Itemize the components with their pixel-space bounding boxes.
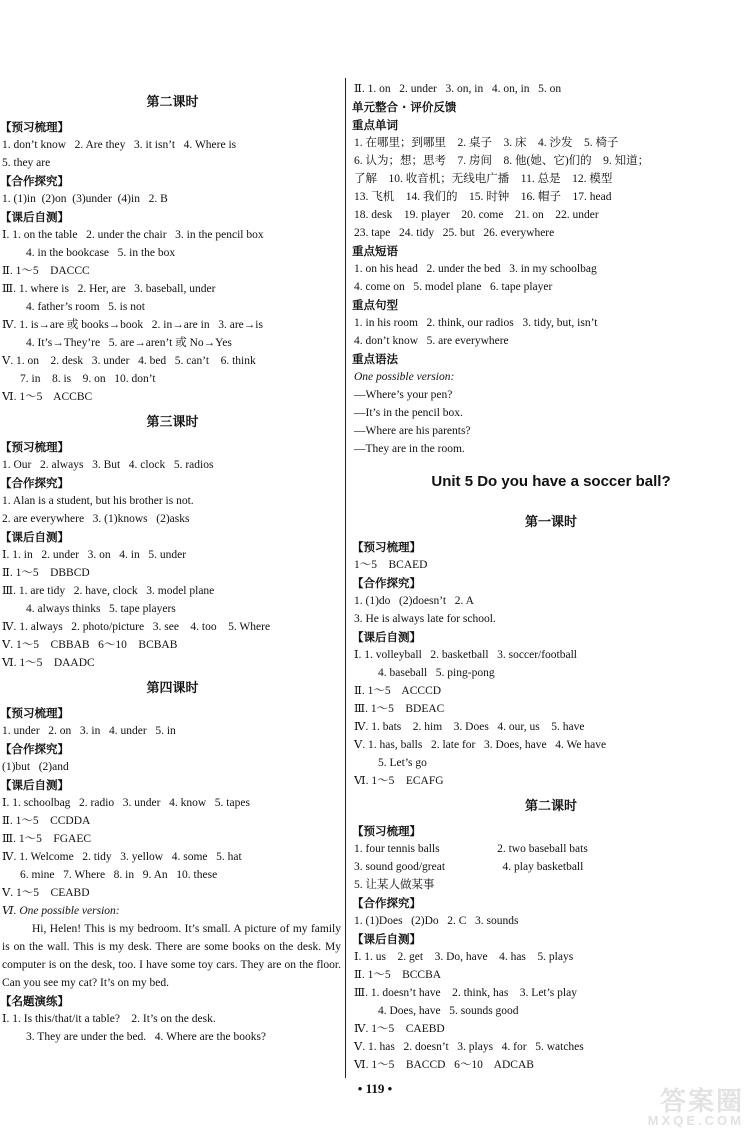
section-heading: 【课后自测】 (0, 778, 69, 792)
answer-line: Ⅰ. 1. on the table 2. under the chair 3. in the pencil box (2, 229, 264, 241)
section-heading: 【合作探究】 (0, 742, 69, 756)
answer-line: 1. (1)Does (2)Do 2. C 3. sounds (354, 915, 519, 927)
answer-line: 1. on his head 2. under the bed 3. in my schoolbag (354, 263, 597, 275)
answer-line: 2. are everywhere 3. (1)knows (2)asks (2, 513, 190, 525)
answer-line: (1)but (2)and (2, 761, 69, 773)
left-column (0, 80, 345, 1046)
answer-line: One possible version: (354, 371, 455, 383)
section-heading: 【名题演练】 (0, 994, 69, 1008)
answer-line: 7. in 8. is 9. on 10. don’t (20, 373, 156, 385)
answer-line: 5. Let’s go (378, 757, 427, 769)
section-heading: 重点语法 (352, 352, 398, 366)
section-heading: 【合作探究】 (0, 476, 69, 490)
answer-line: —Where are his parents? (354, 425, 471, 437)
answer-line: Ⅱ. 1～5 BCCBA (354, 969, 442, 981)
page-number-dot-left: • (357, 1081, 366, 1096)
section-heading: 【合作探究】 (352, 896, 421, 910)
right-column (352, 80, 750, 1074)
answer-line: Ⅲ. 1. doesn’t have 2. think, has 3. Let’s play (354, 987, 577, 999)
answer-line: 3. They are under the bed. 4. Where are the books? (26, 1031, 267, 1043)
answer-line: 4. in the bookcase 5. in the box (26, 247, 176, 259)
answer-line: —They are in the room. (354, 443, 465, 455)
answer-line: 1. don’t know 2. Are they 3. it isn’t 4. Where is (2, 139, 237, 151)
answer-line: Ⅲ. 1. where is 2. Her, are 3. baseball, under (2, 283, 216, 295)
answer-line: Ⅲ. 1～5 BDEAC (354, 703, 445, 715)
answer-line: Ⅰ. 1. schoolbag 2. radio 3. under 4. know 5. tapes (2, 797, 250, 809)
section-heading: 重点句型 (352, 298, 398, 312)
answer-line: 了解 10. 收音机；无线电广播 11. 总是 12. 模型 (354, 173, 613, 185)
unit-title: Unit 5 Do you have a soccer ball? (431, 473, 671, 490)
answer-line: 4. father’s room 5. is not (26, 301, 145, 313)
column-divider (345, 78, 346, 1078)
answer-line: 3. sound good/great 4. play basketball (354, 861, 584, 873)
section-heading: 【课后自测】 (0, 210, 69, 224)
answer-line: Ⅴ. 1～5 CBBAB 6～10 BCBAB (2, 639, 178, 651)
answer-line: Ⅳ. 1. always 2. photo/picture 3. see 4. too 5. Where (2, 621, 271, 633)
answer-line: 3. He is always late for school. (354, 613, 496, 625)
answer-line: 4. baseball 5. ping-pong (378, 667, 495, 679)
answer-line: 5. they are (2, 157, 51, 169)
answer-line: 4. It’s→They’re 5. are→aren’t 或 No→Yes (26, 337, 232, 349)
section-heading: 【预习梳理】 (0, 120, 69, 134)
answer-line: 4. Does, have 5. sounds good (378, 1005, 519, 1017)
section-heading: 【合作探究】 (352, 576, 421, 590)
answer-line: 5. 让某人做某事 (354, 879, 435, 891)
section-heading: 【预习梳理】 (352, 824, 421, 838)
answer-line: Ⅲ. 1. are tidy 2. have, clock 3. model plane (2, 585, 215, 597)
answer-line: 1. (1)do (2)doesn’t 2. A (354, 595, 474, 607)
answer-line: Ⅳ. 1. Welcome 2. tidy 3. yellow 4. some 5. hat (2, 851, 242, 863)
answer-line: 6. mine 7. Where 8. in 9. An 10. these (20, 869, 218, 881)
answer-line: Ⅵ. 1～5 ECAFG (354, 775, 444, 787)
lesson-title: 第二课时 (146, 94, 199, 109)
section-heading: 【课后自测】 (352, 932, 421, 946)
section-heading: 【课后自测】 (352, 630, 421, 644)
section-heading: 【课后自测】 (0, 530, 69, 544)
answer-line: 6. 认为；想；思考 7. 房间 8. 他(她、它)们的 9. 知道； (354, 155, 650, 167)
answer-line: 1～5 BCAED (354, 559, 428, 571)
section-heading: 重点单词 (352, 118, 398, 132)
section-heading: 【预习梳理】 (0, 440, 69, 454)
answer-line: Ⅴ. 1～5 CEABD (2, 887, 90, 899)
lesson-title: 第二课时 (524, 798, 577, 813)
section-heading: 【预习梳理】 (0, 706, 69, 720)
answer-line: 13. 飞机 14. 我们的 15. 时钟 16. 帽子 17. head (354, 191, 612, 203)
answer-line: 1. in his room 2. think, our radios 3. tidy, but, isn’t (354, 317, 598, 329)
answer-line: Ⅱ. 1～5 DBBCD (2, 567, 90, 579)
answer-line: Ⅵ. 1～5 ACCBC (2, 391, 93, 403)
watermark (614, 1086, 744, 1128)
answer-line: 1. under 2. on 3. in 4. under 5. in (2, 725, 176, 737)
answer-line: —It’s in the pencil box. (354, 407, 463, 419)
answer-line: Ⅱ. 1～5 DACCC (2, 265, 90, 277)
answer-line: Ⅱ. 1～5 CCDDA (2, 815, 91, 827)
answer-line: 1. 在哪里；到哪里 2. 桌子 3. 床 4. 沙发 5. 椅子 (354, 137, 619, 149)
answer-line: Ⅵ. 1～5 DAADC (2, 657, 95, 669)
answer-line: Ⅴ. 1. on 2. desk 3. under 4. bed 5. can’t 6. think (2, 355, 256, 367)
answer-line: Ⅰ. 1. us 2. get 3. Do, have 4. has 5. plays (354, 951, 574, 963)
answer-line: Ⅲ. 1～5 FGAEC (2, 833, 92, 845)
answer-line: Ⅱ. 1. on 2. under 3. on, in 4. on, in 5. on (354, 83, 562, 95)
section-heading: 【预习梳理】 (352, 540, 421, 554)
section-heading: 重点短语 (352, 244, 398, 258)
answer-line: 4. don’t know 5. are everywhere (354, 335, 509, 347)
section-heading: 【合作探究】 (0, 174, 69, 188)
answer-line: 23. tape 24. tidy 25. but 26. everywhere (354, 227, 555, 239)
answer-line: Ⅵ. One possible version: (2, 905, 120, 917)
answer-line: Ⅱ. 1～5 ACCCD (354, 685, 442, 697)
answer-line: 18. desk 19. player 20. come 21. on 22. under (354, 209, 599, 221)
answer-line: Ⅳ. 1. bats 2. him 3. Does 4. our, us 5. have (354, 721, 585, 733)
answer-line: Ⅳ. 1. is→are 或 books→book 2. in→are in 3. are→is (2, 319, 263, 331)
lesson-title: 第三课时 (146, 414, 199, 429)
answer-line: Ⅴ. 1. has, balls 2. late for 3. Does, have 4. We have (354, 739, 607, 751)
lesson-title: 第四课时 (146, 680, 199, 695)
lesson-title: 第一课时 (524, 514, 577, 529)
answer-line: 4. always thinks 5. tape players (26, 603, 176, 615)
answer-line: 4. come on 5. model plane 6. tape player (354, 281, 553, 293)
section-heading: 单元整合 · 评价反馈 (352, 100, 457, 114)
page-number-value: 119 (365, 1081, 385, 1096)
answer-line: 1. (1)in (2)on (3)under (4)in 2. B (2, 193, 168, 205)
answer-line: Ⅰ. 1. Is this/that/it a table? 2. It’s on the desk. (2, 1013, 216, 1025)
answer-line: 1. Our 2. always 3. But 4. clock 5. radios (2, 459, 214, 471)
answer-line: Ⅰ. 1. volleyball 2. basketball 3. soccer/football (354, 649, 577, 661)
page-number-dot-right: • (384, 1081, 393, 1096)
answer-line: Ⅵ. 1～5 BACCD 6～10 ADCAB (354, 1059, 534, 1071)
answer-line: 1. Alan is a student, but his brother is not. (2, 495, 194, 507)
answer-line: —Where’s your pen? (354, 389, 453, 401)
answer-line: 1. four tennis balls 2. two baseball bats (354, 843, 588, 855)
answer-line: Ⅰ. 1. in 2. under 3. on 4. in 5. under (2, 549, 187, 561)
answer-line: Ⅳ. 1～5 CAEBD (354, 1023, 445, 1035)
answer-line: Ⅴ. 1. has 2. doesn’t 3. plays 4. for 5. watches (354, 1041, 584, 1053)
watermark-logo-text: 答案圈 (659, 1086, 744, 1116)
writing-paragraph: Hi, Helen! This is my bedroom. It’s small. A picture of my family is on the wall. This is my desk. There are some books on the desk. My computer is on the desk, too. I have some toy cars. They are on the floor. Can you see my cat? It’s on my bed. (2, 923, 341, 989)
watermark-url: MXQE.COM (647, 1113, 744, 1128)
